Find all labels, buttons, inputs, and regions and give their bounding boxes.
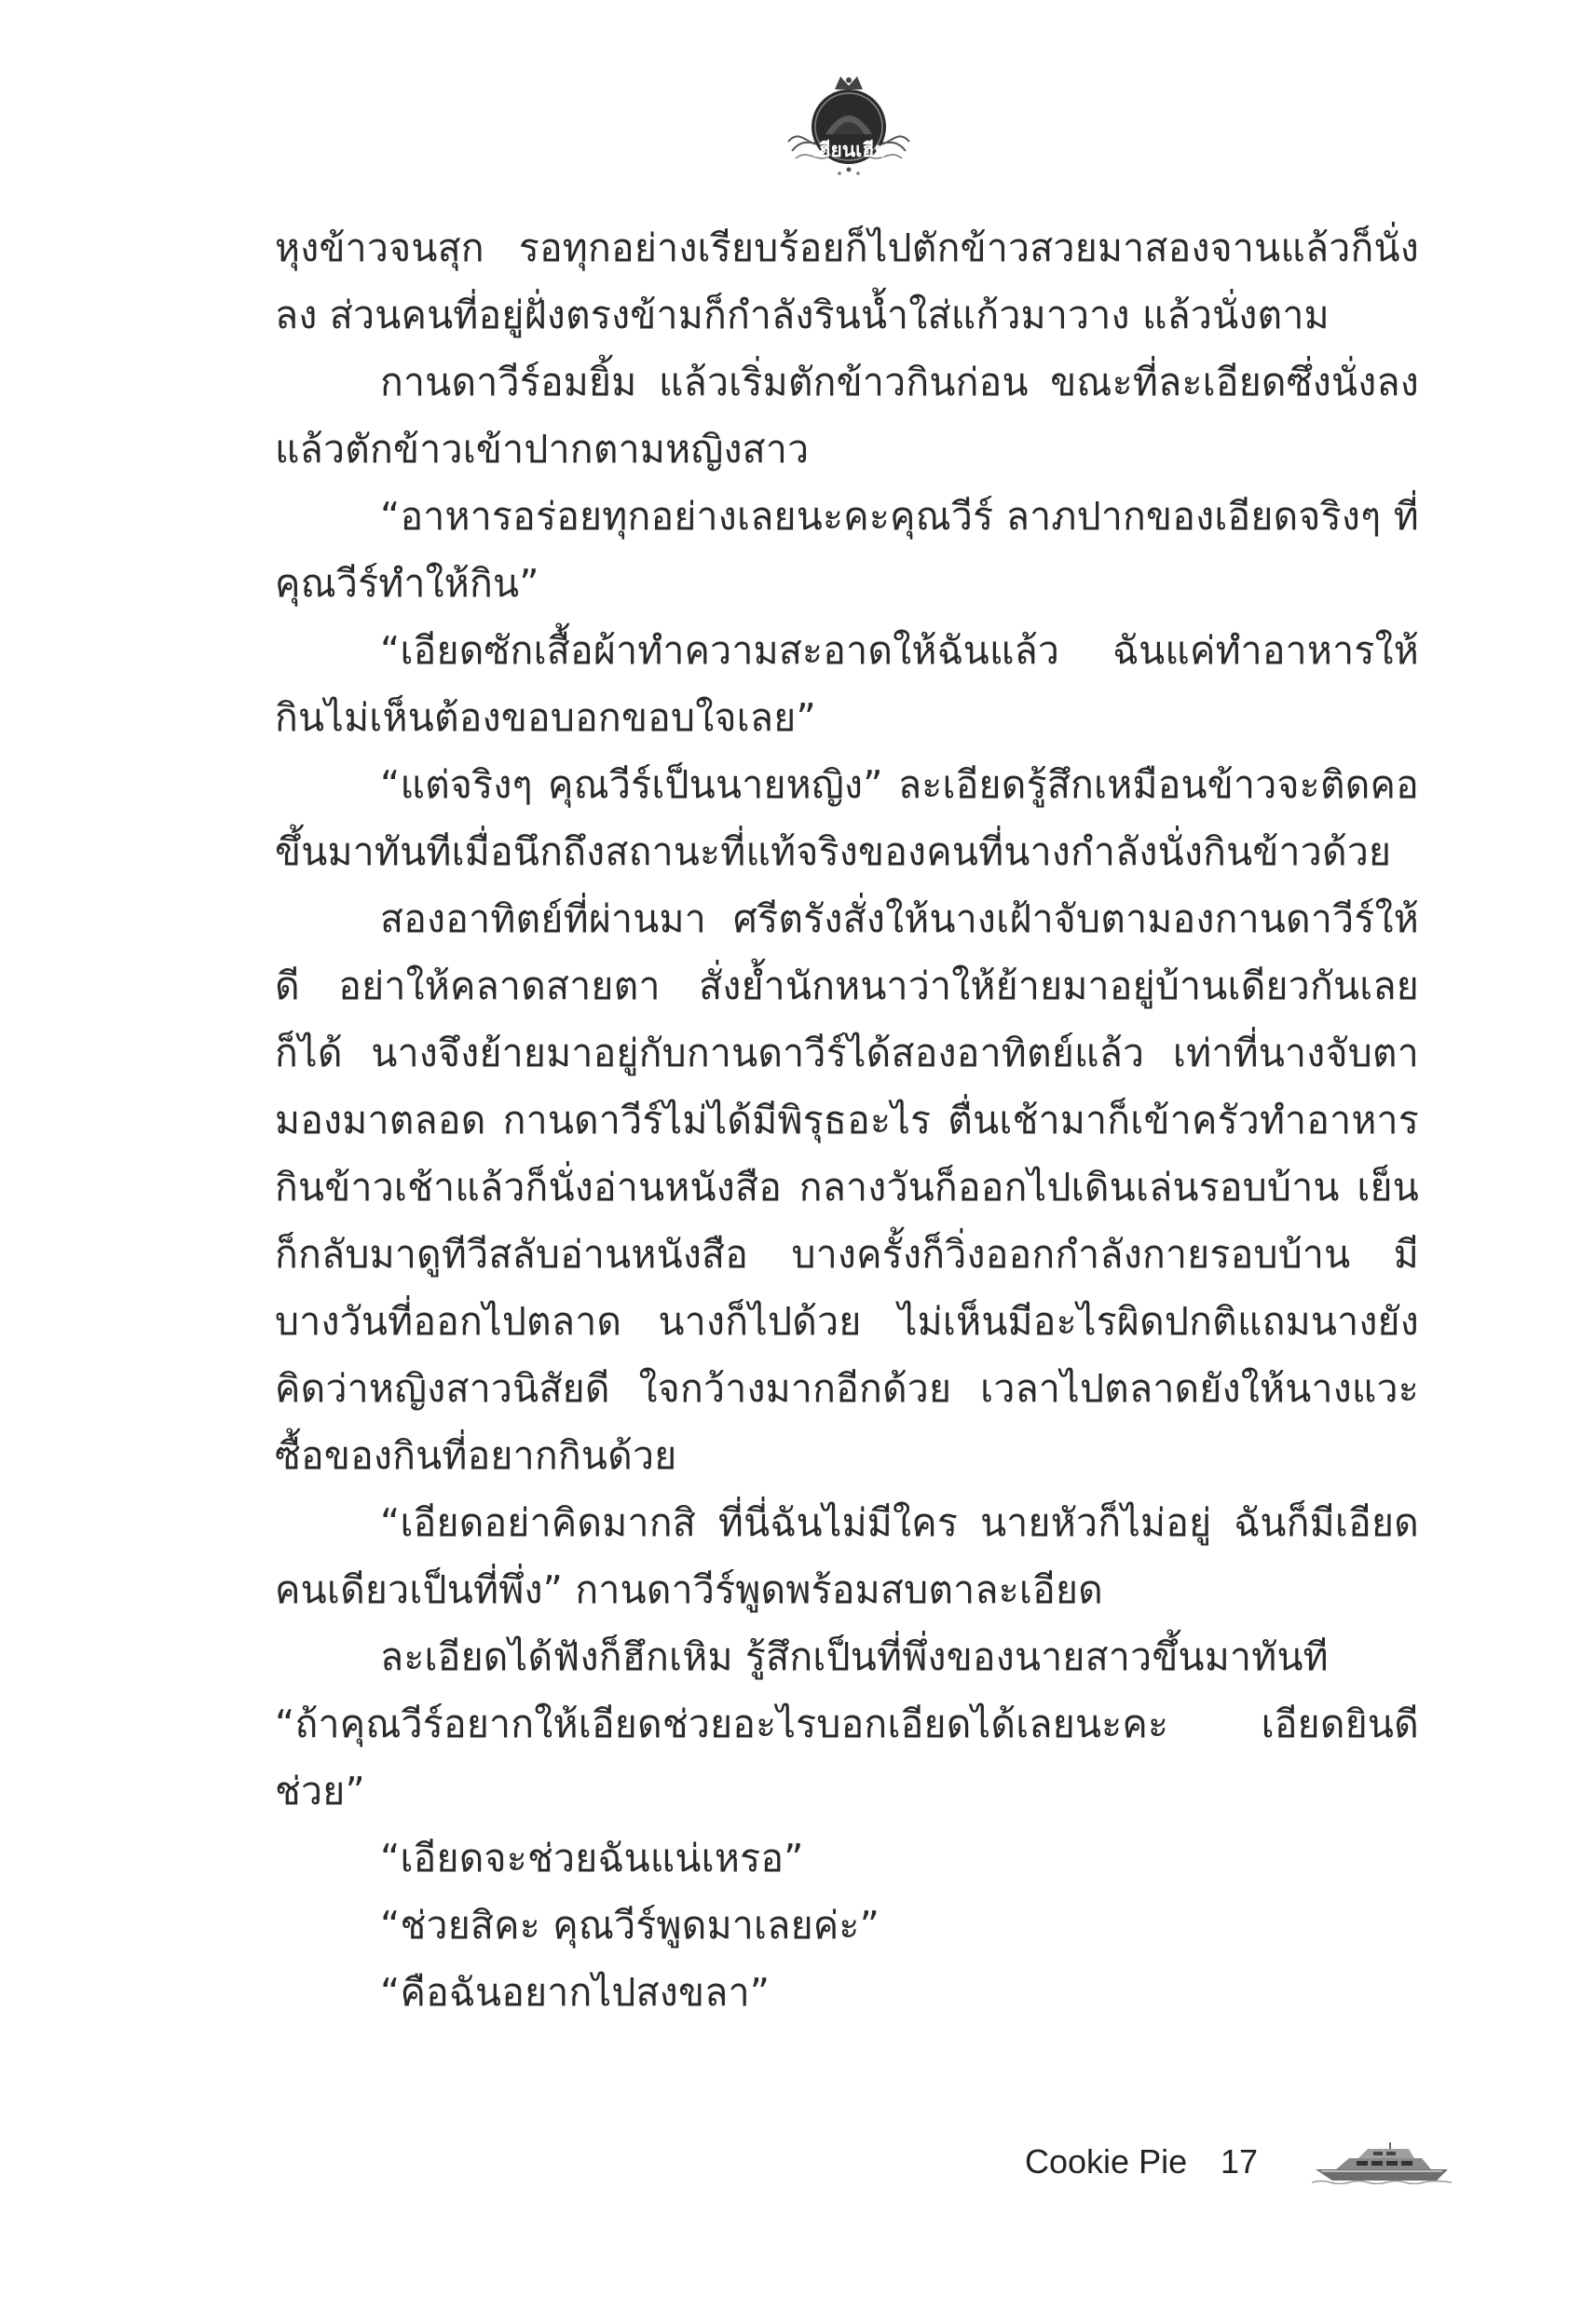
paragraph: “แต่จริงๆ คุณวีร์เป็นนายหญิง” ละเอียดรู้สึกเหมือนข้าวจะติดคอขึ้นมาทันทีเมื่อนึกถึงสถานะที่แท้จริงของคนที่นางกำลังนั่งกินข้าวด้วย [275, 762, 1419, 874]
page-number: 17 [1221, 2142, 1259, 2181]
logo-text: เฮียนเฮีย [812, 138, 886, 161]
paragraph: “ช่วยสิคะ คุณวีร์พูดมาเลยค่ะ” [380, 1903, 880, 1948]
paragraph: กานดาวีร์อมยิ้ม แล้วเริ่มตักข้าวกินก่อน ขณะที่ละเอียดซึ่งนั่งลงแล้วตักข้าวเข้าปากตามหญิงสาว [275, 360, 1419, 472]
footer-book-title: Cookie Pie [1025, 2142, 1188, 2181]
main-body-text [275, 214, 1419, 2026]
ornamental-crest-icon [779, 69, 919, 181]
paragraph: หุงข้าวจนสุก รอทุกอย่างเรียบร้อยก็ไปตักข้าวสวยมาสองจานแล้วก็นั่งลง ส่วนคนที่อยู่ฝั่งตรงข้ามก็กำลังรินน้ำใส่แก้วมาวาง แล้วนั่งตาม [275, 226, 1419, 337]
page-footer [1025, 2134, 1453, 2190]
paragraph: “เอียดจะช่วยฉันแน่เหรอ” [380, 1836, 804, 1880]
paragraph: “คือฉันอยากไปสงขลา” [380, 1970, 771, 2015]
paragraph: “อาหารอร่อยทุกอย่างเลยนะคะคุณวีร์ ลาภปากของเอียดจริงๆ ที่คุณวีร์ทำให้กิน” [275, 494, 1419, 606]
paragraph: สองอาทิตย์ที่ผ่านมา ศรีตรังสั่งให้นางเฝ้าจับตามองกานดาวีร์ให้ดี อย่าให้คลาดสายตา สั่งย้ำนักหนาว่าให้ย้ายมาอยู่บ้านเดียวกันเลยก็ได้ นางจึงย้ายมาอยู่กับกานดาวีร์ได้สองอาทิตย์แล้ว เท่าที่นางจับตามองมาตลอด กานดาวีร์ไม่ได้มีพิรุธอะไร ตื่นเช้ามาก็เข้าครัวทำอาหาร กินข้าวเช้าแล้วก็นั่งอ่านหนังสือ กลางวันก็ออกไปเดินเล่นรอบบ้าน เย็นก็กลับมาดูทีวีสลับอ่านหนังสือ บางครั้งก็วิ่งออกกำลังกายรอบบ้าน มีบางวันที่ออกไปตลาด นางก็ไปด้วย ไม่เห็นมีอะไรผิดปกติแถมนางยังคิดว่าหญิงสาวนิสัยดี ใจกว้างมากอีกด้วย เวลาไปตลาดยังให้นางแวะซื้อของกินที่อยากกินด้วย [275, 896, 1419, 1478]
paragraph: “เอียดอย่าคิดมากสิ ที่นี่ฉันไม่มีใคร นายหัวก็ไม่อยู่ ฉันก็มีเอียดคนเดียวเป็นที่พึ่ง” กานดาวีร์พูดพร้อมสบตาละเอียด [275, 1500, 1419, 1612]
paragraph: ละเอียดได้ฟังก็ฮึกเหิม รู้สึกเป็นที่พึ่งของนายสาวขึ้นมาทันที [380, 1634, 1329, 1679]
yacht-icon [1312, 2141, 1452, 2184]
paragraph: “เอียดซักเสื้อผ้าทำความสะอาดให้ฉันแล้ว ฉันแค่ทำอาหารให้กินไม่เห็นต้องขอบอกขอบใจเลย” [275, 628, 1419, 740]
paragraph: “ถ้าคุณวีร์อยากให้เอียดช่วยอะไรบอกเอียดได้เลยนะคะ เอียดยินดีช่วย” [275, 1702, 1419, 1813]
